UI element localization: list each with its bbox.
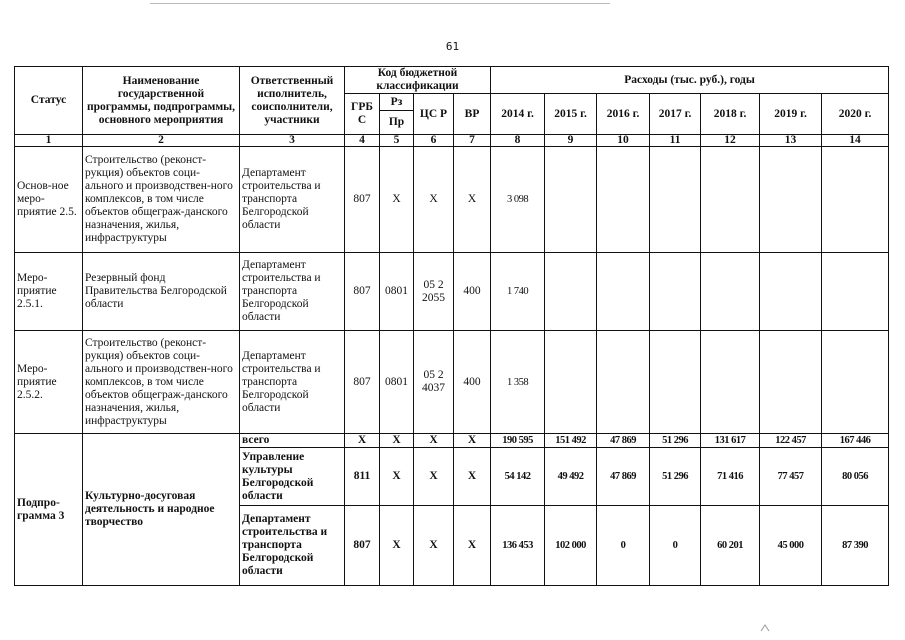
row-value-2016: 47 869 — [597, 448, 650, 506]
row-value-2019 — [760, 147, 822, 253]
row-status: Меро-приятие 2.5.1. — [15, 253, 83, 331]
row-executor: всего — [240, 434, 345, 448]
column-number: 8 — [491, 135, 545, 147]
row-value-2020 — [822, 253, 889, 331]
column-number: 14 — [822, 135, 889, 147]
header-code-group: Код бюджетной классификации — [345, 67, 491, 94]
row-vr: X — [454, 434, 491, 448]
row-executor: Департамент строительства и транспорта Белгородской области — [240, 147, 345, 253]
column-number: 13 — [760, 135, 822, 147]
row-value-2016: 0 — [597, 506, 650, 586]
row-value-2018 — [701, 331, 760, 434]
row-value-2015: 151 492 — [545, 434, 597, 448]
row-csr: 05 2 4037 — [414, 331, 454, 434]
column-number: 5 — [380, 135, 414, 147]
column-number: 10 — [597, 135, 650, 147]
row-value-2015: 102 000 — [545, 506, 597, 586]
row-value-2014: 190 595 — [491, 434, 545, 448]
header-year-2020: 2020 г. — [822, 94, 889, 135]
row-grbs: 807 — [345, 253, 380, 331]
header-csr: ЦС Р — [414, 94, 454, 135]
row-value-2015: 49 492 — [545, 448, 597, 506]
row-executor: Управление культуры Белгородской области — [240, 448, 345, 506]
row-csr: X — [414, 448, 454, 506]
row-value-2015 — [545, 331, 597, 434]
budget-table — [14, 66, 889, 586]
column-number: 1 — [15, 135, 83, 147]
row-value-2019: 45 000 — [760, 506, 822, 586]
row-value-2018 — [701, 147, 760, 253]
row-value-2015 — [545, 253, 597, 331]
row-value-2019 — [760, 253, 822, 331]
row-vr: 400 — [454, 253, 491, 331]
header-year-2016: 2016 г. — [597, 94, 650, 135]
row-value-2014: 1 358 — [491, 331, 545, 434]
scan-top-edge — [150, 3, 610, 4]
header-rz: Рз — [380, 94, 414, 111]
row-value-2014: 3 098 — [491, 147, 545, 253]
row-rzpr: X — [380, 448, 414, 506]
column-number: 12 — [701, 135, 760, 147]
row-value-2019 — [760, 331, 822, 434]
header-name: Наименование государственной программы, подпрограммы, основного мероприятия — [83, 67, 240, 135]
row-value-2014: 136 453 — [491, 506, 545, 586]
column-number: 4 — [345, 135, 380, 147]
row-value-2016: 47 869 — [597, 434, 650, 448]
header-year-2018: 2018 г. — [701, 94, 760, 135]
row-csr: X — [414, 147, 454, 253]
header-grbs: ГРБ С — [345, 94, 380, 135]
row-rzpr: X — [380, 147, 414, 253]
row-value-2016 — [597, 147, 650, 253]
row-value-2017: 51 296 — [650, 434, 701, 448]
row-rzpr: 0801 — [380, 331, 414, 434]
table-row — [15, 147, 889, 253]
column-number: 2 — [83, 135, 240, 147]
row-value-2017 — [650, 147, 701, 253]
row-value-2017: 0 — [650, 506, 701, 586]
row-value-2018: 71 416 — [701, 448, 760, 506]
row-csr: 05 2 2055 — [414, 253, 454, 331]
header-vr: ВР — [454, 94, 491, 135]
row-value-2014: 54 142 — [491, 448, 545, 506]
subprogram-name: Культурно-досуговая деятельность и народное творчество — [83, 434, 240, 586]
column-number: 9 — [545, 135, 597, 147]
subprogram-status: Подпро-грамма 3 — [15, 434, 83, 586]
row-value-2017 — [650, 331, 701, 434]
row-value-2020: 87 390 — [822, 506, 889, 586]
row-grbs: 811 — [345, 448, 380, 506]
row-value-2018 — [701, 253, 760, 331]
row-value-2020 — [822, 331, 889, 434]
row-name: Строительство (реконст-рукция) объектов соци-ального и производствен-ного комплексов, в том числе объектов общеграж-данского назначения, жилья, инфраструктуры — [83, 147, 240, 253]
scan-corner-mark — [760, 622, 770, 632]
row-value-2017: 51 296 — [650, 448, 701, 506]
row-csr: X — [414, 434, 454, 448]
row-value-2020 — [822, 147, 889, 253]
row-executor: Департамент строительства и транспорта Белгородской области — [240, 506, 345, 586]
header-status: Статус — [15, 67, 83, 135]
column-number: 3 — [240, 135, 345, 147]
table-row — [15, 253, 889, 331]
column-number: 6 — [414, 135, 454, 147]
page-number: 61 — [445, 40, 460, 53]
row-rzpr: X — [380, 506, 414, 586]
table-row — [15, 331, 889, 434]
header-executor: Ответственный исполнитель, соисполнители, участники — [240, 67, 345, 135]
row-status: Меро-приятие 2.5.2. — [15, 331, 83, 434]
row-vr: 400 — [454, 331, 491, 434]
row-value-2018: 131 617 — [701, 434, 760, 448]
row-value-2019: 77 457 — [760, 448, 822, 506]
header-year-2014: 2014 г. — [491, 94, 545, 135]
table-row — [15, 434, 889, 448]
header-year-2019: 2019 г. — [760, 94, 822, 135]
row-rzpr: X — [380, 434, 414, 448]
header-expenses-group: Расходы (тыс. руб.), годы — [491, 67, 889, 94]
row-vr: X — [454, 448, 491, 506]
row-name: Резервный фонд Правительства Белгородской области — [83, 253, 240, 331]
row-executor: Департамент строительства и транспорта Белгородской области — [240, 253, 345, 331]
row-csr: X — [414, 506, 454, 586]
column-number: 11 — [650, 135, 701, 147]
row-executor: Департамент строительства и транспорта Белгородской области — [240, 331, 345, 434]
column-numbers-row — [15, 135, 889, 147]
header-year-2017: 2017 г. — [650, 94, 701, 135]
row-value-2016 — [597, 253, 650, 331]
header-pr: Пр — [380, 111, 414, 135]
row-value-2020: 167 446 — [822, 434, 889, 448]
column-number: 7 — [454, 135, 491, 147]
row-name: Строительство (реконст-рукция) объектов соци-ального и производствен-ного комплексов, в том числе объектов общеграж-данского назначения, жилья, инфраструктуры — [83, 331, 240, 434]
row-vr: X — [454, 147, 491, 253]
row-value-2018: 60 201 — [701, 506, 760, 586]
row-grbs: 807 — [345, 506, 380, 586]
row-value-2016 — [597, 331, 650, 434]
row-vr: X — [454, 506, 491, 586]
row-grbs: X — [345, 434, 380, 448]
row-value-2017 — [650, 253, 701, 331]
row-rzpr: 0801 — [380, 253, 414, 331]
row-status: Основ-ное меро-приятие 2.5. — [15, 147, 83, 253]
row-value-2015 — [545, 147, 597, 253]
row-value-2020: 80 056 — [822, 448, 889, 506]
header-year-2015: 2015 г. — [545, 94, 597, 135]
row-grbs: 807 — [345, 331, 380, 434]
row-grbs: 807 — [345, 147, 380, 253]
row-value-2014: 1 740 — [491, 253, 545, 331]
row-value-2019: 122 457 — [760, 434, 822, 448]
